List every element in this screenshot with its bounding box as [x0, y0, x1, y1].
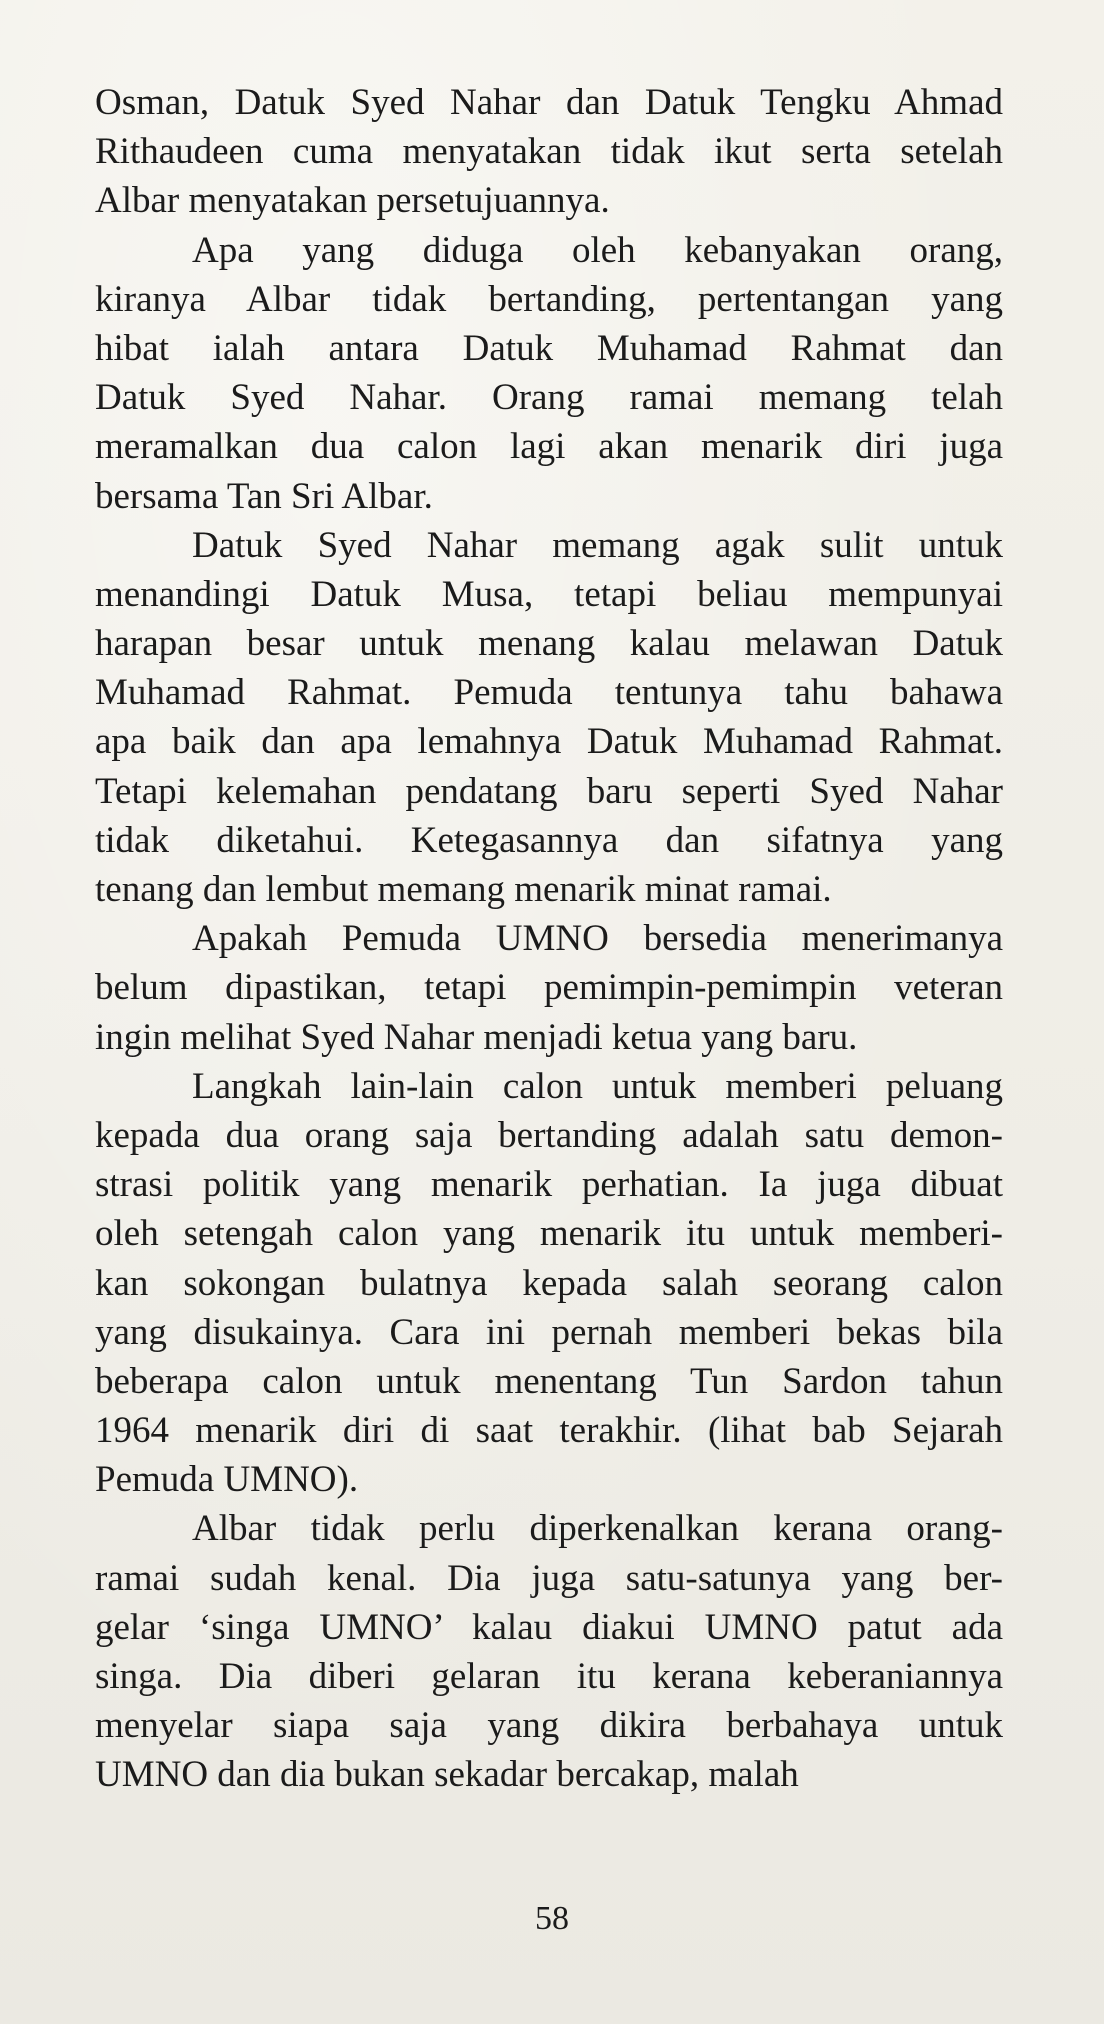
- text-line: Osman, Datuk Syed Nahar dan Datuk Tengku Ahmad: [95, 82, 1003, 123]
- text-line: meramalkan dua calon lagi akan menarik diri juga: [95, 426, 1003, 468]
- paragraph: [95, 226, 1003, 521]
- text-line: belum dipastikan, tetapi pemimpin-pemimpin veteran: [95, 967, 1003, 1009]
- text-line: gelar ‘singa UMNO’ kalau diakui UMNO patut ada: [95, 1606, 1003, 1648]
- text-line: Apa yang diduga oleh kebanyakan orang,: [192, 229, 1003, 271]
- paragraph: [95, 521, 1003, 915]
- text-line: harapan besar untuk menang kalau melawan Datuk: [95, 623, 1003, 665]
- text-line: tenang dan lembut memang menarik minat ramai.: [95, 869, 832, 910]
- page-number: 58: [535, 1900, 569, 1937]
- paragraph: [95, 1062, 1003, 1505]
- text-line: yang disukainya. Cara ini pernah memberi bekas bila: [95, 1311, 1003, 1353]
- text-line: strasi politik yang menarik perhatian. Ia juga dibuat: [95, 1164, 1003, 1206]
- text-line: Muhamad Rahmat. Pemuda tentunya tahu bahawa: [95, 672, 1003, 714]
- text-line: beberapa calon untuk menentang Tun Sardon tahun: [95, 1360, 1003, 1402]
- paragraph: [95, 78, 1003, 226]
- text-line: Datuk Syed Nahar. Orang ramai memang telah: [95, 377, 1003, 419]
- text-line: Albar menyatakan persetujuannya.: [95, 180, 610, 222]
- text-line: ingin melihat Syed Nahar menjadi ketua yang baru.: [95, 1016, 858, 1058]
- text-line: singa. Dia diberi gelaran itu kerana keberaniannya: [95, 1656, 1003, 1697]
- text-line: menandingi Datuk Musa, tetapi beliau mempunyai: [95, 573, 1003, 615]
- paragraph: [95, 1504, 1003, 1799]
- text-line: ramai sudah kenal. Dia juga satu-satunya yang ber-: [95, 1557, 1003, 1599]
- text-line: Datuk Syed Nahar memang agak sulit untuk: [192, 524, 1003, 566]
- text-line: tidak diketahui. Ketegasannya dan sifatnya yang: [95, 819, 1003, 861]
- text-line: apa baik dan apa lemahnya Datuk Muhamad Rahmat.: [95, 721, 1003, 763]
- body-text: [95, 78, 1003, 1800]
- text-line: kepada dua orang saja bertanding adalah satu demon-: [95, 1114, 1003, 1156]
- text-line: oleh setengah calon yang menarik itu untuk memberi-: [95, 1213, 1003, 1255]
- text-line: Apakah Pemuda UMNO bersedia menerimanya: [192, 918, 1003, 960]
- text-line: Tetapi kelemahan pendatang baru seperti Syed Nahar: [95, 770, 1003, 812]
- text-line: Rithaudeen cuma menyatakan tidak ikut serta setelah: [95, 131, 1003, 173]
- text-line: Pemuda UMNO).: [95, 1459, 359, 1501]
- text-line: kiranya Albar tidak bertanding, pertentangan yang: [95, 278, 1003, 320]
- text-line: Langkah lain-lain calon untuk memberi peluang: [192, 1065, 1003, 1107]
- text-line: 1964 menarik diri di saat terakhir. (lihat bab Sejarah: [95, 1410, 1003, 1452]
- text-line: hibat ialah antara Datuk Muhamad Rahmat dan: [95, 327, 1003, 369]
- paragraph: [95, 914, 1003, 1062]
- text-line: bersama Tan Sri Albar.: [95, 475, 433, 517]
- text-line: menyelar siapa saja yang dikira berbahaya untuk: [95, 1705, 1003, 1747]
- text-line: Albar tidak perlu diperkenalkan kerana orang-: [192, 1508, 1003, 1550]
- text-line: kan sokongan bulatnya kepada salah seorang calon: [95, 1262, 1003, 1304]
- text-line: UMNO dan dia bukan sekadar bercakap, malah: [95, 1754, 799, 1796]
